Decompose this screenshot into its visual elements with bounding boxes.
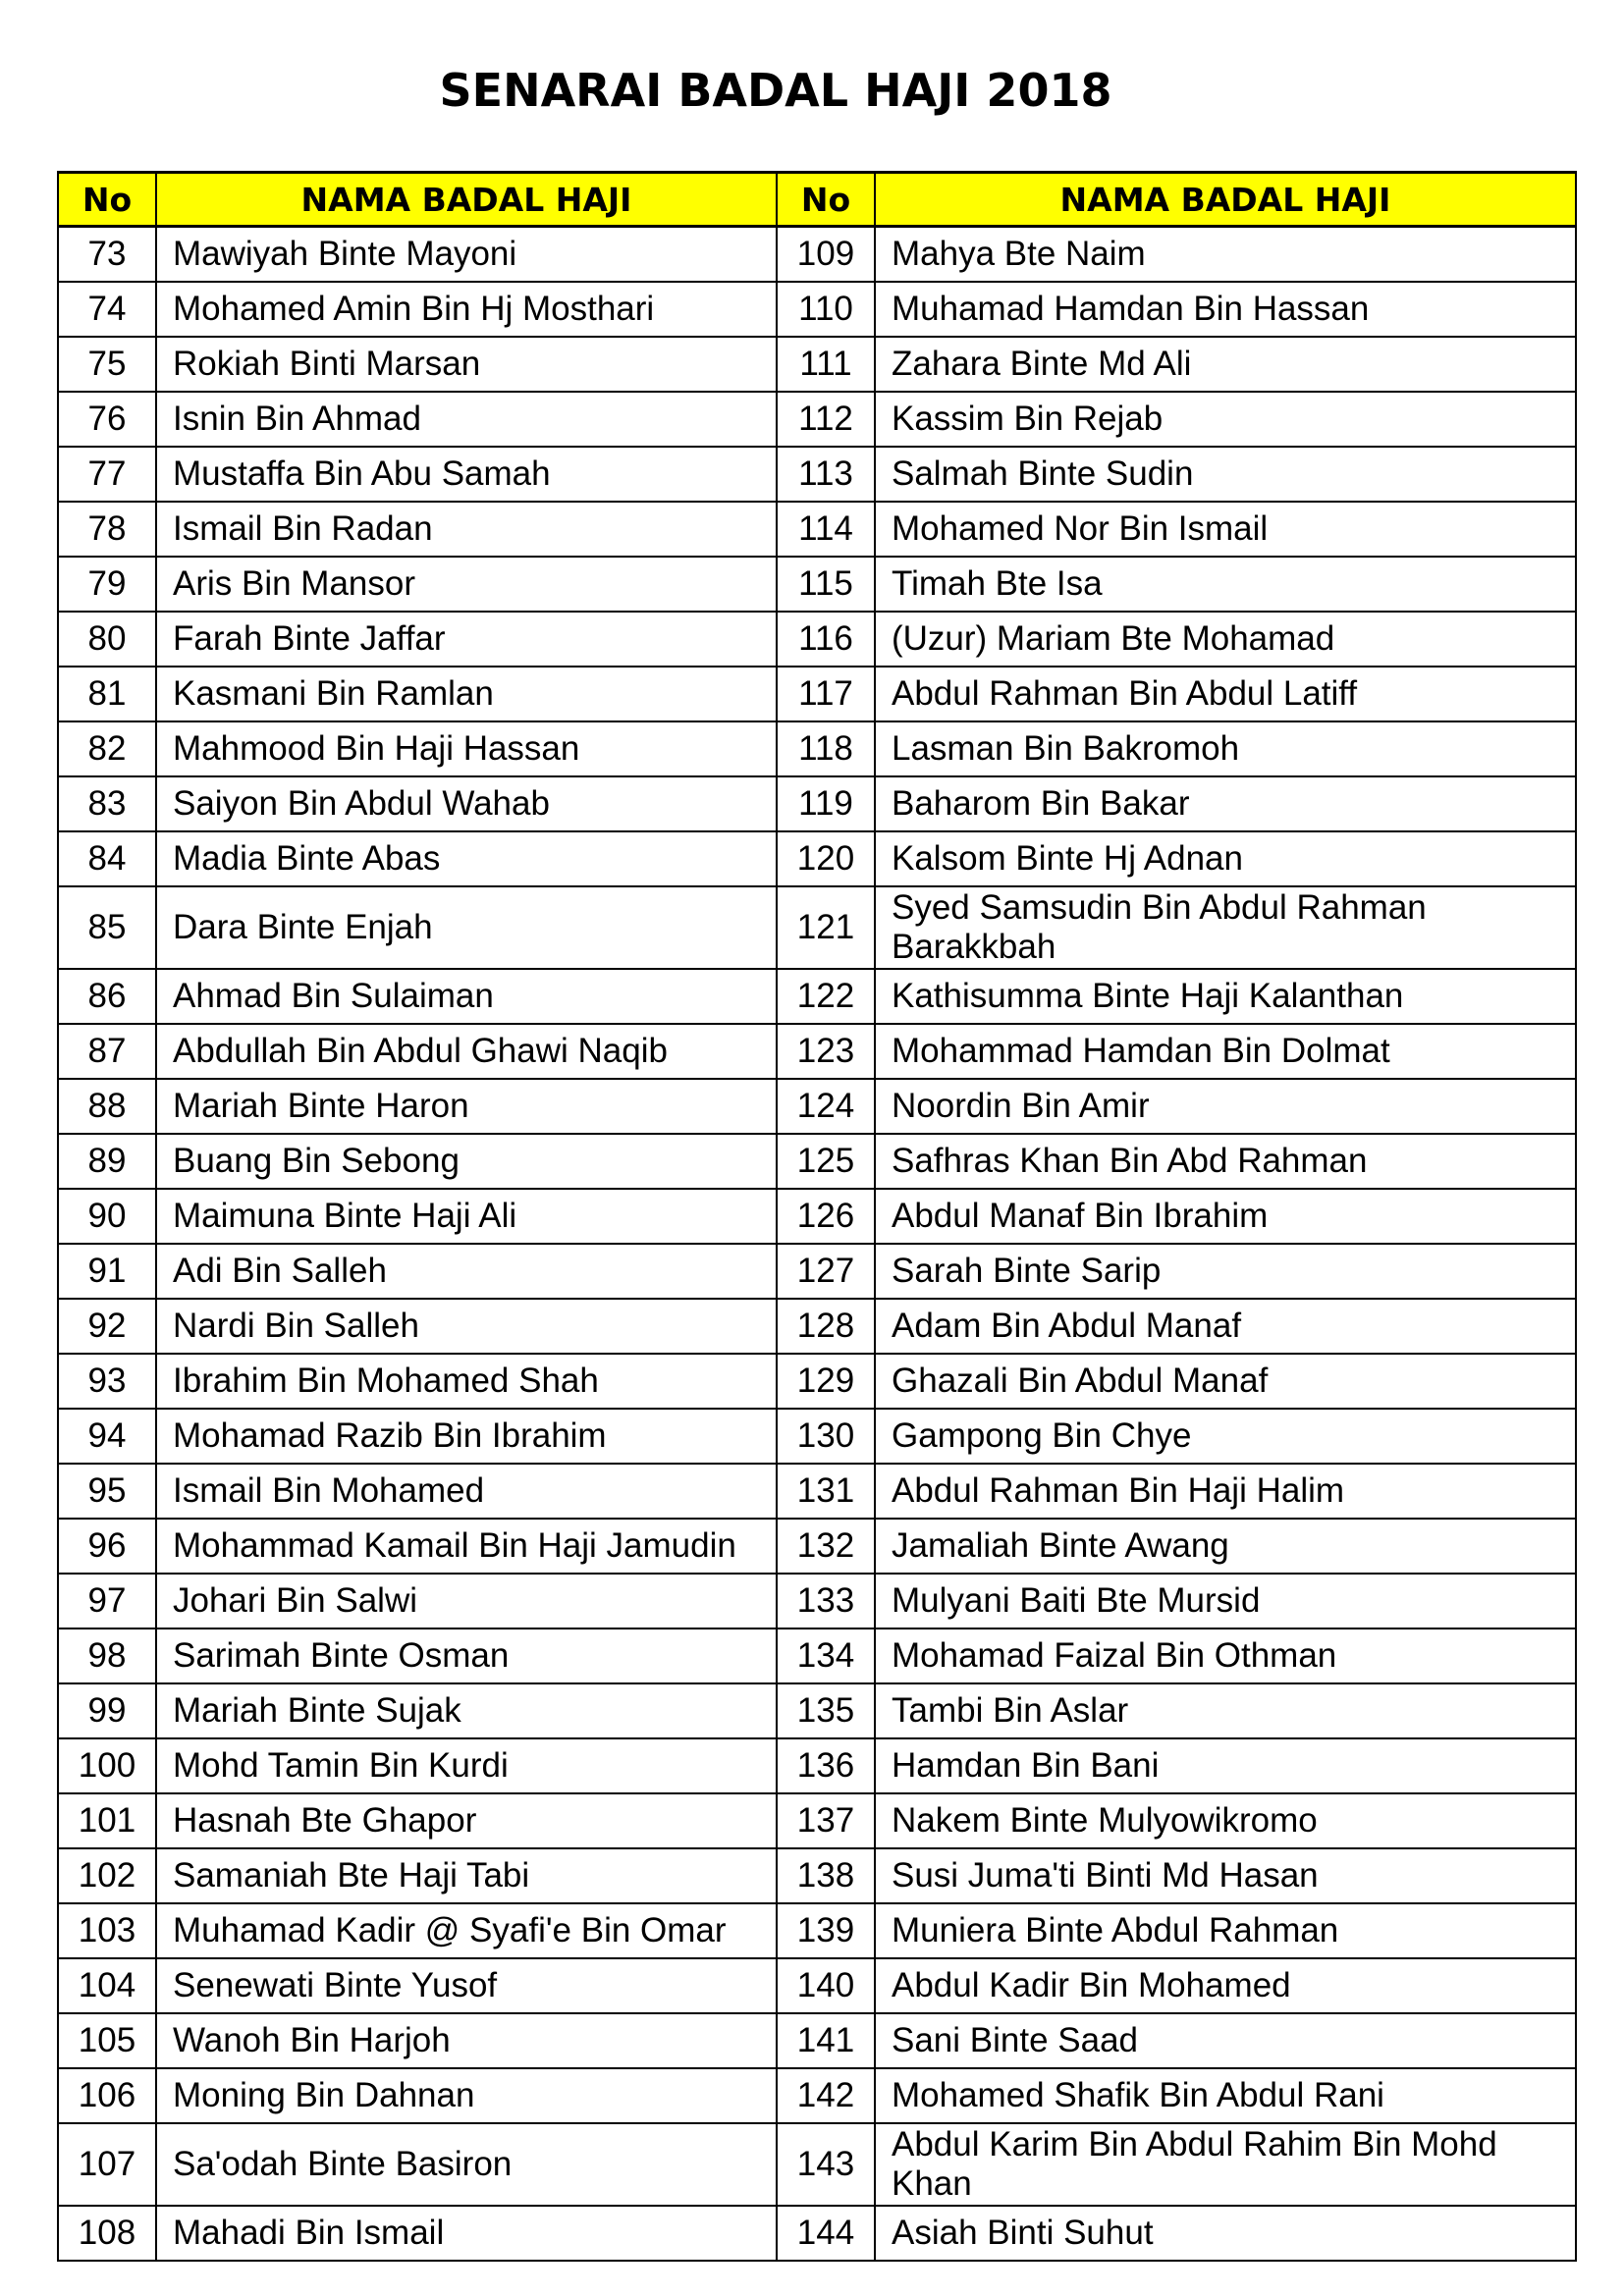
row-name-left: Buang Bin Sebong: [156, 1134, 777, 1189]
row-number-left: 85: [58, 886, 156, 969]
row-name-left: Mohamed Amin Bin Hj Mosthari: [156, 282, 777, 337]
row-number-left: 90: [58, 1189, 156, 1244]
row-number-left: 100: [58, 1738, 156, 1793]
row-number-left: 78: [58, 502, 156, 557]
table-row: [58, 337, 1576, 392]
row-number-right: 115: [777, 557, 875, 612]
table-row: [58, 1848, 1576, 1903]
row-name-left: Madia Binte Abas: [156, 831, 777, 886]
table-row: [58, 227, 1576, 283]
row-name-right: Kalsom Binte Hj Adnan: [875, 831, 1576, 886]
row-name-right: Adam Bin Abdul Manaf: [875, 1299, 1576, 1354]
header-no-left: No: [58, 173, 156, 227]
row-name-right: Kathisumma Binte Haji Kalanthan: [875, 969, 1576, 1024]
row-name-right: (Uzur) Mariam Bte Mohamad: [875, 612, 1576, 667]
row-name-left: Dara Binte Enjah: [156, 886, 777, 969]
row-number-left: 93: [58, 1354, 156, 1409]
row-name-left: Saiyon Bin Abdul Wahab: [156, 776, 777, 831]
row-number-right: 132: [777, 1519, 875, 1574]
row-name-right: Salmah Binte Sudin: [875, 447, 1576, 502]
row-name-right: Jamaliah Binte Awang: [875, 1519, 1576, 1574]
row-number-left: 99: [58, 1683, 156, 1738]
row-number-left: 77: [58, 447, 156, 502]
row-name-left: Nardi Bin Salleh: [156, 1299, 777, 1354]
table-row: [58, 1354, 1576, 1409]
row-number-right: 116: [777, 612, 875, 667]
row-name-right: Mohammad Hamdan Bin Dolmat: [875, 1024, 1576, 1079]
row-number-left: 103: [58, 1903, 156, 1958]
row-name-right: Kassim Bin Rejab: [875, 392, 1576, 447]
badal-haji-table: [57, 171, 1577, 2262]
row-number-left: 106: [58, 2068, 156, 2123]
row-name-right: Abdul Rahman Bin Haji Halim: [875, 1464, 1576, 1519]
row-name-right: Tambi Bin Aslar: [875, 1683, 1576, 1738]
row-name-left: Farah Binte Jaffar: [156, 612, 777, 667]
row-number-left: 89: [58, 1134, 156, 1189]
row-number-right: 114: [777, 502, 875, 557]
row-number-right: 110: [777, 282, 875, 337]
row-number-left: 104: [58, 1958, 156, 2013]
row-number-right: 135: [777, 1683, 875, 1738]
table-row: [58, 721, 1576, 776]
table-header-row: [58, 173, 1576, 227]
table-row: [58, 667, 1576, 721]
table-row: [58, 1683, 1576, 1738]
row-number-left: 76: [58, 392, 156, 447]
table-row: [58, 2206, 1576, 2261]
row-name-left: Mohamad Razib Bin Ibrahim: [156, 1409, 777, 1464]
row-number-left: 92: [58, 1299, 156, 1354]
row-name-right: Sarah Binte Sarip: [875, 1244, 1576, 1299]
table-row: [58, 969, 1576, 1024]
row-name-right: Mohamed Shafik Bin Abdul Rani: [875, 2068, 1576, 2123]
row-name-right: Gampong Bin Chye: [875, 1409, 1576, 1464]
row-name-right: Ghazali Bin Abdul Manaf: [875, 1354, 1576, 1409]
row-name-right: Lasman Bin Bakromoh: [875, 721, 1576, 776]
row-number-right: 118: [777, 721, 875, 776]
row-number-left: 108: [58, 2206, 156, 2261]
row-number-left: 74: [58, 282, 156, 337]
row-name-right: Safhras Khan Bin Abd Rahman: [875, 1134, 1576, 1189]
row-number-left: 97: [58, 1574, 156, 1629]
row-number-left: 87: [58, 1024, 156, 1079]
table-row: [58, 886, 1576, 969]
row-name-left: Sa'odah Binte Basiron: [156, 2123, 777, 2206]
row-number-left: 96: [58, 1519, 156, 1574]
table-row: [58, 612, 1576, 667]
row-number-left: 95: [58, 1464, 156, 1519]
row-name-right: Noordin Bin Amir: [875, 1079, 1576, 1134]
row-number-right: 136: [777, 1738, 875, 1793]
row-number-left: 98: [58, 1629, 156, 1683]
row-number-right: 143: [777, 2123, 875, 2206]
row-name-left: Muhamad Kadir @ Syafi'e Bin Omar: [156, 1903, 777, 1958]
row-number-right: 121: [777, 886, 875, 969]
row-name-right: Abdul Rahman Bin Abdul Latiff: [875, 667, 1576, 721]
row-name-left: Maimuna Binte Haji Ali: [156, 1189, 777, 1244]
row-name-left: Mustaffa Bin Abu Samah: [156, 447, 777, 502]
table-row: [58, 1629, 1576, 1683]
row-name-right: Muniera Binte Abdul Rahman: [875, 1903, 1576, 1958]
row-number-right: 125: [777, 1134, 875, 1189]
table-body: [58, 227, 1576, 2262]
row-number-right: 144: [777, 2206, 875, 2261]
row-name-right: Hamdan Bin Bani: [875, 1738, 1576, 1793]
table-row: [58, 502, 1576, 557]
table-row: [58, 1189, 1576, 1244]
row-name-left: Mahadi Bin Ismail: [156, 2206, 777, 2261]
table-row: [58, 1079, 1576, 1134]
row-number-left: 91: [58, 1244, 156, 1299]
table-row: [58, 1793, 1576, 1848]
table-row: [58, 1958, 1576, 2013]
row-name-left: Samaniah Bte Haji Tabi: [156, 1848, 777, 1903]
row-name-right: Abdul Manaf Bin Ibrahim: [875, 1189, 1576, 1244]
table-row: [58, 282, 1576, 337]
table-row: [58, 776, 1576, 831]
row-name-right: Muhamad Hamdan Bin Hassan: [875, 282, 1576, 337]
table-row: [58, 1134, 1576, 1189]
row-number-right: 128: [777, 1299, 875, 1354]
row-number-left: 73: [58, 227, 156, 283]
row-number-left: 79: [58, 557, 156, 612]
row-name-left: Isnin Bin Ahmad: [156, 392, 777, 447]
row-name-right: Baharom Bin Bakar: [875, 776, 1576, 831]
row-number-right: 127: [777, 1244, 875, 1299]
row-number-right: 133: [777, 1574, 875, 1629]
table-row: [58, 1519, 1576, 1574]
table-row: [58, 392, 1576, 447]
row-name-left: Ismail Bin Mohamed: [156, 1464, 777, 1519]
table-row: [58, 1738, 1576, 1793]
row-name-left: Ahmad Bin Sulaiman: [156, 969, 777, 1024]
row-name-right: Mulyani Baiti Bte Mursid: [875, 1574, 1576, 1629]
header-name-left: NAMA BADAL HAJI: [156, 173, 777, 227]
row-name-left: Mariah Binte Haron: [156, 1079, 777, 1134]
row-number-right: 126: [777, 1189, 875, 1244]
row-name-right: Mahya Bte Naim: [875, 227, 1576, 283]
row-number-left: 88: [58, 1079, 156, 1134]
row-name-right: Asiah Binti Suhut: [875, 2206, 1576, 2261]
row-number-right: 130: [777, 1409, 875, 1464]
row-number-right: 140: [777, 1958, 875, 2013]
row-name-left: Sarimah Binte Osman: [156, 1629, 777, 1683]
row-name-right: Zahara Binte Md Ali: [875, 337, 1576, 392]
row-name-left: Johari Bin Salwi: [156, 1574, 777, 1629]
row-number-right: 119: [777, 776, 875, 831]
table-row: [58, 1574, 1576, 1629]
row-name-left: Mahmood Bin Haji Hassan: [156, 721, 777, 776]
row-name-left: Kasmani Bin Ramlan: [156, 667, 777, 721]
table-row: [58, 831, 1576, 886]
row-name-right: Nakem Binte Mulyowikromo: [875, 1793, 1576, 1848]
table-row: [58, 1244, 1576, 1299]
row-name-left: Ibrahim Bin Mohamed Shah: [156, 1354, 777, 1409]
row-number-left: 107: [58, 2123, 156, 2206]
row-number-right: 112: [777, 392, 875, 447]
row-number-right: 117: [777, 667, 875, 721]
row-number-right: 123: [777, 1024, 875, 1079]
row-name-left: Rokiah Binti Marsan: [156, 337, 777, 392]
row-name-left: Mohammad Kamail Bin Haji Jamudin: [156, 1519, 777, 1574]
header-name-right: NAMA BADAL HAJI: [875, 173, 1576, 227]
row-number-right: 129: [777, 1354, 875, 1409]
row-number-left: 86: [58, 969, 156, 1024]
table-row: [58, 557, 1576, 612]
row-number-right: 131: [777, 1464, 875, 1519]
row-number-left: 82: [58, 721, 156, 776]
row-number-left: 80: [58, 612, 156, 667]
row-number-left: 102: [58, 1848, 156, 1903]
row-number-left: 81: [58, 667, 156, 721]
row-name-right: Sani Binte Saad: [875, 2013, 1576, 2068]
row-number-right: 113: [777, 447, 875, 502]
row-number-right: 139: [777, 1903, 875, 1958]
row-name-left: Abdullah Bin Abdul Ghawi Naqib: [156, 1024, 777, 1079]
row-number-left: 105: [58, 2013, 156, 2068]
row-name-right: Susi Juma'ti Binti Md Hasan: [875, 1848, 1576, 1903]
row-name-left: Moning Bin Dahnan: [156, 2068, 777, 2123]
table-row: [58, 2013, 1576, 2068]
row-number-right: 122: [777, 969, 875, 1024]
row-number-left: 101: [58, 1793, 156, 1848]
row-number-right: 141: [777, 2013, 875, 2068]
page-title: SENARAI BADAL HAJI 2018: [439, 64, 1112, 117]
table-row: [58, 1903, 1576, 1958]
table-row: [58, 1409, 1576, 1464]
table-row: [58, 1464, 1576, 1519]
row-number-left: 84: [58, 831, 156, 886]
table-row: [58, 1024, 1576, 1079]
row-name-right: Abdul Kadir Bin Mohamed: [875, 1958, 1576, 2013]
row-name-left: Ismail Bin Radan: [156, 502, 777, 557]
row-number-left: 94: [58, 1409, 156, 1464]
table-row: [58, 2068, 1576, 2123]
row-name-left: Wanoh Bin Harjoh: [156, 2013, 777, 2068]
row-number-right: 120: [777, 831, 875, 886]
row-number-left: 75: [58, 337, 156, 392]
row-name-left: Adi Bin Salleh: [156, 1244, 777, 1299]
row-number-right: 124: [777, 1079, 875, 1134]
row-name-right: Abdul Karim Bin Abdul Rahim Bin Mohd Khan: [875, 2123, 1576, 2206]
row-number-left: 83: [58, 776, 156, 831]
table-row: [58, 2123, 1576, 2206]
row-number-right: 134: [777, 1629, 875, 1683]
row-number-right: 137: [777, 1793, 875, 1848]
row-number-right: 109: [777, 227, 875, 283]
row-name-right: Syed Samsudin Bin Abdul Rahman Barakkbah: [875, 886, 1576, 969]
row-number-right: 138: [777, 1848, 875, 1903]
table-row: [58, 447, 1576, 502]
row-name-left: Mohd Tamin Bin Kurdi: [156, 1738, 777, 1793]
row-name-left: Aris Bin Mansor: [156, 557, 777, 612]
row-name-right: Mohamed Nor Bin Ismail: [875, 502, 1576, 557]
row-name-left: Senewati Binte Yusof: [156, 1958, 777, 2013]
row-number-right: 142: [777, 2068, 875, 2123]
row-number-right: 111: [777, 337, 875, 392]
header-no-right: No: [777, 173, 875, 227]
row-name-right: Timah Bte Isa: [875, 557, 1576, 612]
table-row: [58, 1299, 1576, 1354]
row-name-left: Mariah Binte Sujak: [156, 1683, 777, 1738]
row-name-right: Mohamad Faizal Bin Othman: [875, 1629, 1576, 1683]
row-name-left: Hasnah Bte Ghapor: [156, 1793, 777, 1848]
row-name-left: Mawiyah Binte Mayoni: [156, 227, 777, 283]
